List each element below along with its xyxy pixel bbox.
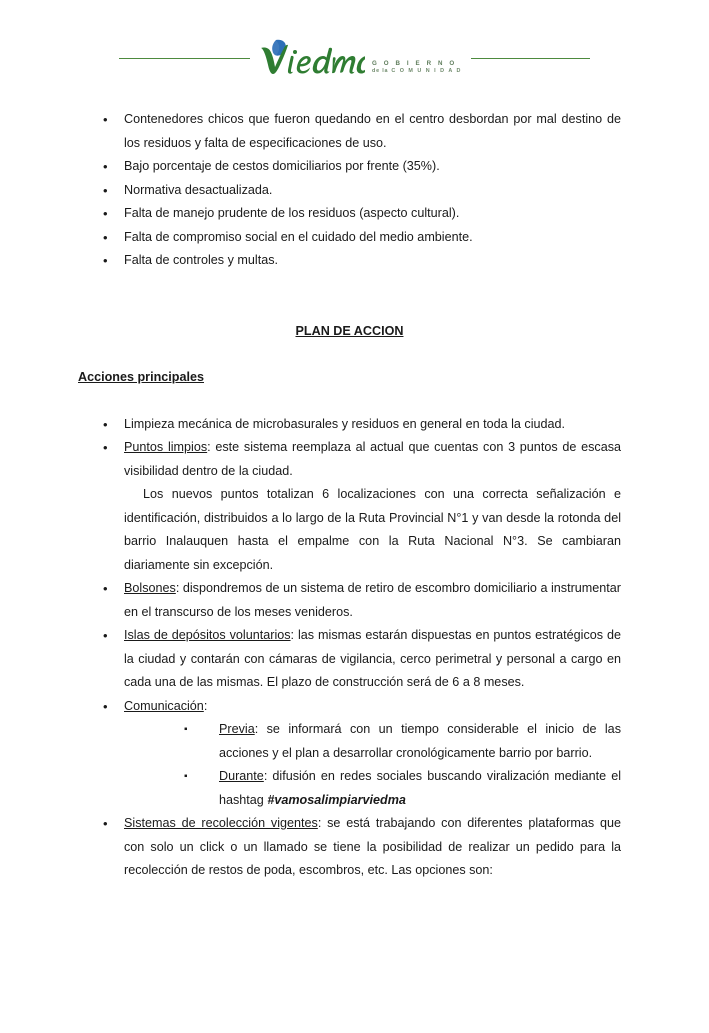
problems-list [78, 108, 621, 273]
heading-spacer [78, 343, 621, 366]
action-item-bolsones [78, 577, 621, 624]
sub-item-previa [176, 718, 621, 765]
list-item: • Falta de compromiso social en el cuidado del medio ambiente. [78, 226, 621, 250]
sub-previa-text: : se informará con un tiempo considerable el inicio de las acciones y el plan a desarrollar cronológicamente barrio por barrio. [219, 722, 621, 760]
action-puntos-limpios-text: : este sistema reemplaza al actual que cuentas con 3 puntos de escasa visibilidad dentro de la ciudad. [124, 440, 621, 478]
action-puntos-limpios-paragraph2: Los nuevos puntos totalizan 6 localizaciones con una correcta señalización e identificación, distribuidos a lo largo de la Ruta Provincial N°1 y van desde la rotonda del barrio Inalauquen hasta el empalme con la Ruta Nacional N°3. Se cambiaran diariamente sin excepción. [124, 487, 621, 572]
comunicacion-sublist [78, 718, 621, 812]
sistemas-list [78, 812, 621, 883]
actions-list [78, 413, 621, 719]
action-islas-text: : las mismas estarán dispuestas en puntos estratégicos de la ciudad y contarán con cámaras de vigilancia, cerco perimetral y personal a cargo en cada una de las mismas. El plazo de construcción será de 6 a 8 meses. [124, 628, 621, 689]
action-comunicacion-label: Comunicación [124, 698, 204, 713]
logo-tagline-line2 [372, 68, 462, 74]
page-title: PLAN DE ACCION [295, 323, 404, 338]
action-item-islas [78, 624, 621, 695]
action-sistemas-label: Sistemas de recolección vigentes [124, 816, 318, 830]
logo-tagline [372, 60, 462, 74]
action-comunicacion-text: : [203, 698, 208, 713]
action-item-comunicacion [78, 695, 621, 719]
logo-tagline-line1: G O B I E R N O [372, 60, 457, 68]
action-bolsones-text: : dispondremos de un sistema de retiro de escombro domiciliario a instrumentar en el transcurso de los meses venideros. [124, 581, 621, 619]
action-islas-label: Islas de depósitos voluntarios [124, 628, 291, 642]
sub-item-durante [176, 765, 621, 812]
action-item-puntos-limpios [78, 436, 621, 577]
action-bolsones-label: Bolsones [124, 581, 176, 595]
action-puntos-limpios-label: Puntos limpios [124, 440, 208, 454]
action-limpieza-text: Limpieza mecánica de microbasurales y residuos en general en toda la ciudad. [124, 416, 566, 431]
header-rule-right [471, 58, 590, 59]
list-item: • Bajo porcentaje de cestos domiciliarios por frente (35%). [78, 155, 621, 179]
header-rule-left [119, 58, 250, 59]
viedma-logo [259, 38, 462, 78]
document-content [78, 108, 621, 883]
section-heading-acciones: Acciones principales [78, 370, 204, 384]
sub-durante-hashtag: #vamosalimpiarviedma [267, 792, 406, 807]
logo-tagline-prefix: de la [372, 67, 389, 74]
action-item-limpieza [78, 413, 621, 437]
action-sistemas-text: : se está trabajando con diferentes plataformas que con solo un click o un llamado se tiene la posibilidad de realizar un pedido para la recolección de restos de poda, escombros, etc. Las opciones son: [124, 816, 621, 877]
section-spacer [78, 273, 621, 320]
list-item: • Falta de controles y multas. [78, 249, 621, 273]
list-item: • Normativa desactualizada. [78, 179, 621, 203]
sub-durante-text: : difusión en redes sociales buscando viralización mediante el hashtag [219, 769, 621, 807]
sub-previa-label: Previa [219, 722, 255, 736]
viedma-wordmark-icon [259, 38, 365, 78]
sub-durante-label: Durante [219, 769, 264, 783]
action-item-sistemas [78, 812, 621, 883]
logo-tagline-comunidad: C O M U N I D A D [391, 67, 462, 74]
document-header [0, 34, 709, 82]
list-item: • Contenedores chicos que fueron quedando en el centro desbordan por mal destino de los residuos y falta de especificaciones de uso. [78, 108, 621, 155]
subheading-spacer [78, 390, 621, 413]
list-item: • Falta de manejo prudente de los residuos (aspecto cultural). [78, 202, 621, 226]
